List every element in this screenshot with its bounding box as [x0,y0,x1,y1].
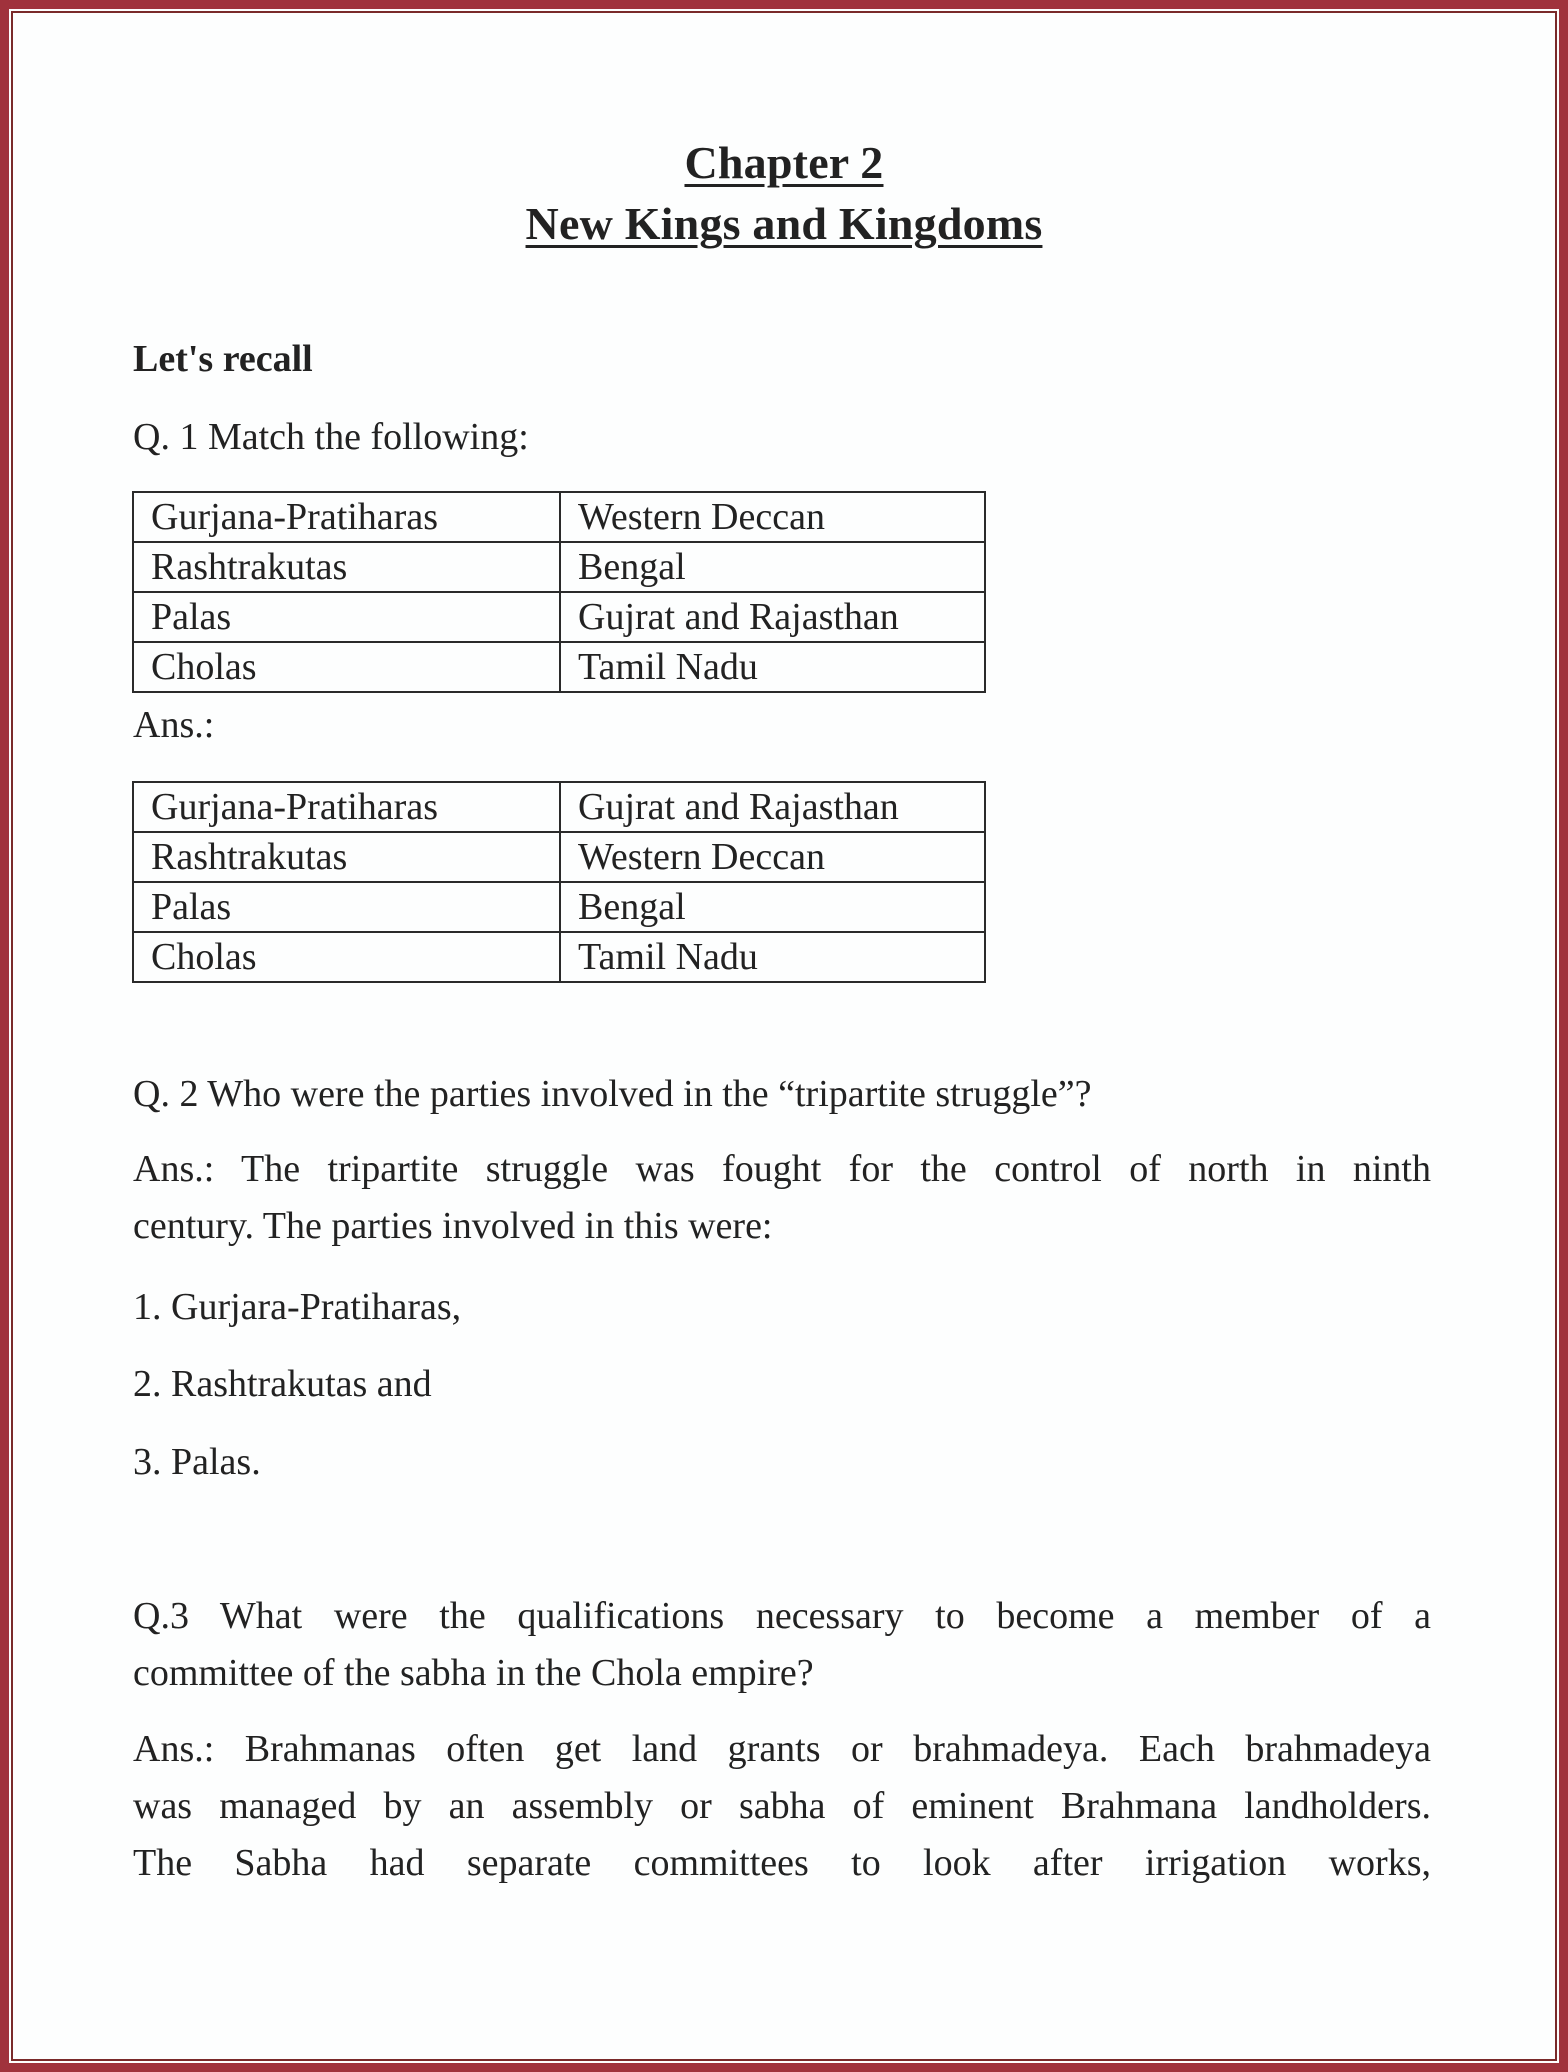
q2-question: Q. 2 Who were the parties involved in the “tripartite struggle”? [133,1073,1092,1115]
q3-answer-line: was managed by an assembly or sabha of eminent Brahmana landholders. [133,1785,1431,1827]
table-cell: Palas [133,882,560,932]
q2-answer-line: century. The parties involved in this were: [133,1205,773,1247]
table-cell: Tamil Nadu [560,642,985,692]
table-cell: Bengal [560,882,985,932]
q1-answer-label: Ans.: [133,704,215,746]
section-heading: Let's recall [133,338,313,380]
q2-answer-line: Ans.: The tripartite struggle was fought for the control of north in ninth [133,1148,1431,1190]
q1-question: Q. 1 Match the following: [133,416,529,458]
table-cell: Rashtrakutas [133,832,560,882]
table-row [133,782,985,832]
q3-question-line: Q.3 What were the qualifications necessary to become a member of a [133,1595,1431,1637]
table-cell: Gujrat and Rajasthan [560,592,985,642]
table-cell: Gurjana-Pratiharas [133,492,560,542]
table-cell: Cholas [133,932,560,982]
chapter-title: Chapter 2 [684,137,884,188]
table-row [133,932,985,982]
table-row [133,832,985,882]
table-cell: Gurjana-Pratiharas [133,782,560,832]
table-row [133,542,985,592]
table-cell: Cholas [133,642,560,692]
table-cell: Gujrat and Rajasthan [560,782,985,832]
q1-answer-table [132,781,986,983]
table-cell: Tamil Nadu [560,932,985,982]
table-cell: Bengal [560,542,985,592]
table-cell: Western Deccan [560,832,985,882]
list-item: 3. Palas. [133,1441,261,1483]
q3-answer-line: The Sabha had separate committees to look after irrigation works, [133,1842,1431,1884]
q1-match-table [132,491,986,693]
chapter-subtitle: New Kings and Kingdoms [525,198,1043,249]
table-row [133,492,985,542]
q3-question-line: committee of the sabha in the Chola empire? [133,1652,814,1694]
table-row [133,642,985,692]
list-item: 2. Rashtrakutas and [133,1363,432,1405]
q3-answer-line: Ans.: Brahmanas often get land grants or brahmadeya. Each brahmadeya [133,1728,1431,1770]
table-row [133,882,985,932]
table-row [133,592,985,642]
table-cell: Palas [133,592,560,642]
table-cell: Western Deccan [560,492,985,542]
list-item: 1. Gurjara-Pratiharas, [133,1286,462,1328]
table-cell: Rashtrakutas [133,542,560,592]
